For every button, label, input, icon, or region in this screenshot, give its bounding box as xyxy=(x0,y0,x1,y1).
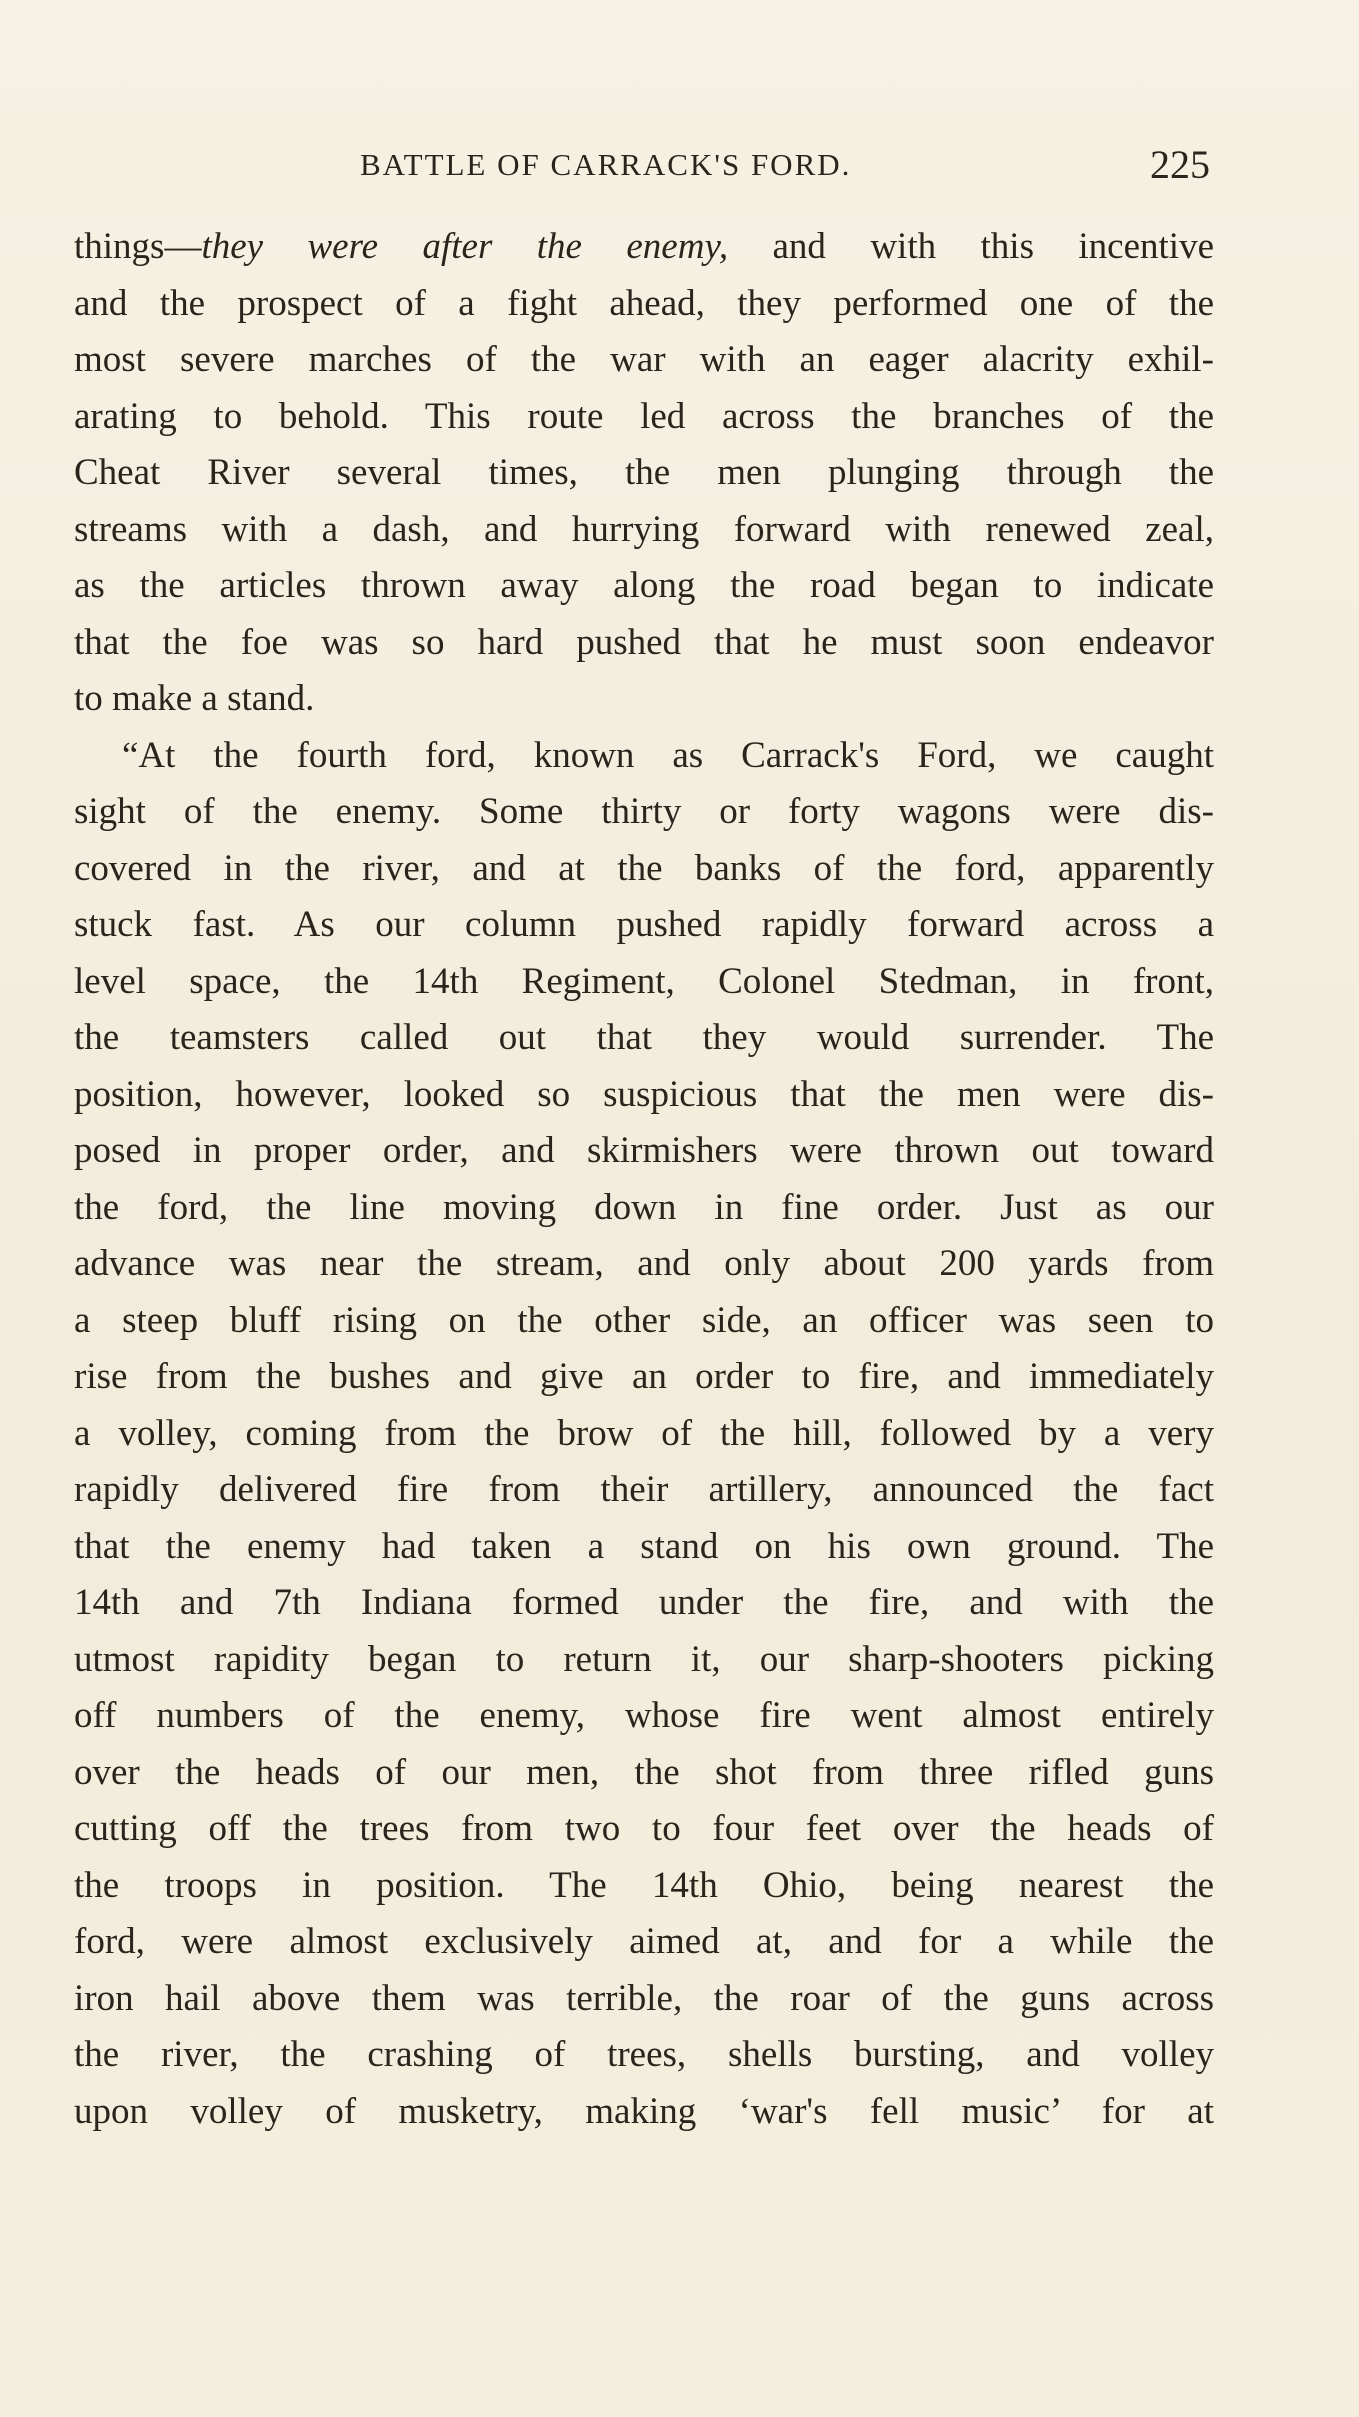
page-number: 225 xyxy=(1150,142,1210,187)
text-line: that the foe was so hard pushed that he must soon endeavor xyxy=(74,621,1214,663)
text-line: Cheat River several times, the men plunging through the xyxy=(74,452,1214,493)
text-line: 14th and 7th Indiana formed under the fire, and with the xyxy=(74,1582,1214,1623)
text-line: cutting off the trees from two to four feet over the heads of xyxy=(74,1808,1214,1849)
text-line: off numbers of the enemy, whose fire went almost entirely xyxy=(74,1695,1214,1736)
text-line: advance was near the stream, and only about 200 yards from xyxy=(74,1243,1214,1284)
text-line: iron hail above them was terrible, the roar of the guns across xyxy=(74,1977,1214,2019)
text-line: the river, the crashing of trees, shells bursting, and volley xyxy=(74,2034,1214,2075)
text-line: utmost rapidity began to return it, our sharp-shooters picking xyxy=(74,1638,1214,1680)
text-line: a steep bluff rising on the other side, an officer was seen to xyxy=(74,1299,1214,1341)
text-line: the troops in position. The 14th Ohio, being nearest the xyxy=(74,1864,1214,1906)
text-line: posed in proper order, and skirmishers were thrown out toward xyxy=(74,1130,1214,1171)
text-line: arating to behold. This route led across the branches of the xyxy=(74,395,1214,437)
text-line: ford, were almost exclusively aimed at, and for a while the xyxy=(74,1921,1214,1962)
emphasis-text: they were after the enemy, xyxy=(201,226,729,267)
text-line xyxy=(74,219,1214,276)
text-line: upon volley of musketry, making ‘war's fell music’ for at xyxy=(74,2090,1214,2132)
paragraph-start-line: “At the fourth ford, known as Carrack's Ford, we caught xyxy=(122,734,1214,776)
body-text xyxy=(74,219,1214,2140)
text-line: most severe marches of the war with an eager alacrity exhil- xyxy=(74,339,1214,380)
text-line: to make a stand. xyxy=(74,678,315,719)
running-head xyxy=(70,140,1210,190)
text-line: stuck fast. As our column pushed rapidly forward across a xyxy=(74,904,1214,945)
text-line: streams with a dash, and hurrying forward with renewed zeal, xyxy=(74,508,1214,550)
text-line: covered in the river, and at the banks of the ford, apparently xyxy=(74,847,1214,889)
running-title: BATTLE OF CARRACK'S FORD. xyxy=(360,147,852,182)
text-line-lead: things— xyxy=(74,226,202,267)
text-line: level space, the 14th Regiment, Colonel Stedman, in front, xyxy=(74,960,1214,1002)
text-line: over the heads of our men, the shot from three rifled guns xyxy=(74,1751,1214,1793)
text-line: sight of the enemy. Some thirty or forty wagons were dis- xyxy=(74,791,1214,832)
text-line: the teamsters called out that they would surrender. The xyxy=(74,1017,1214,1058)
text-line: rise from the bushes and give an order to fire, and immediately xyxy=(74,1356,1214,1397)
text-line: a volley, coming from the brow of the hill, followed by a very xyxy=(74,1412,1214,1454)
text-line: that the enemy had taken a stand on his own ground. The xyxy=(74,1525,1214,1567)
text-line: and the prospect of a fight ahead, they performed one of the xyxy=(74,282,1214,324)
text-line: the ford, the line moving down in fine order. Just as our xyxy=(74,1186,1214,1228)
text-line: rapidly delivered fire from their artillery, announced the fact xyxy=(74,1469,1214,1510)
text-line-rest: and with this incentive xyxy=(728,226,1214,267)
text-line: position, however, looked so suspicious that the men were dis- xyxy=(74,1073,1214,1115)
text-line: as the articles thrown away along the road began to indicate xyxy=(74,565,1214,606)
